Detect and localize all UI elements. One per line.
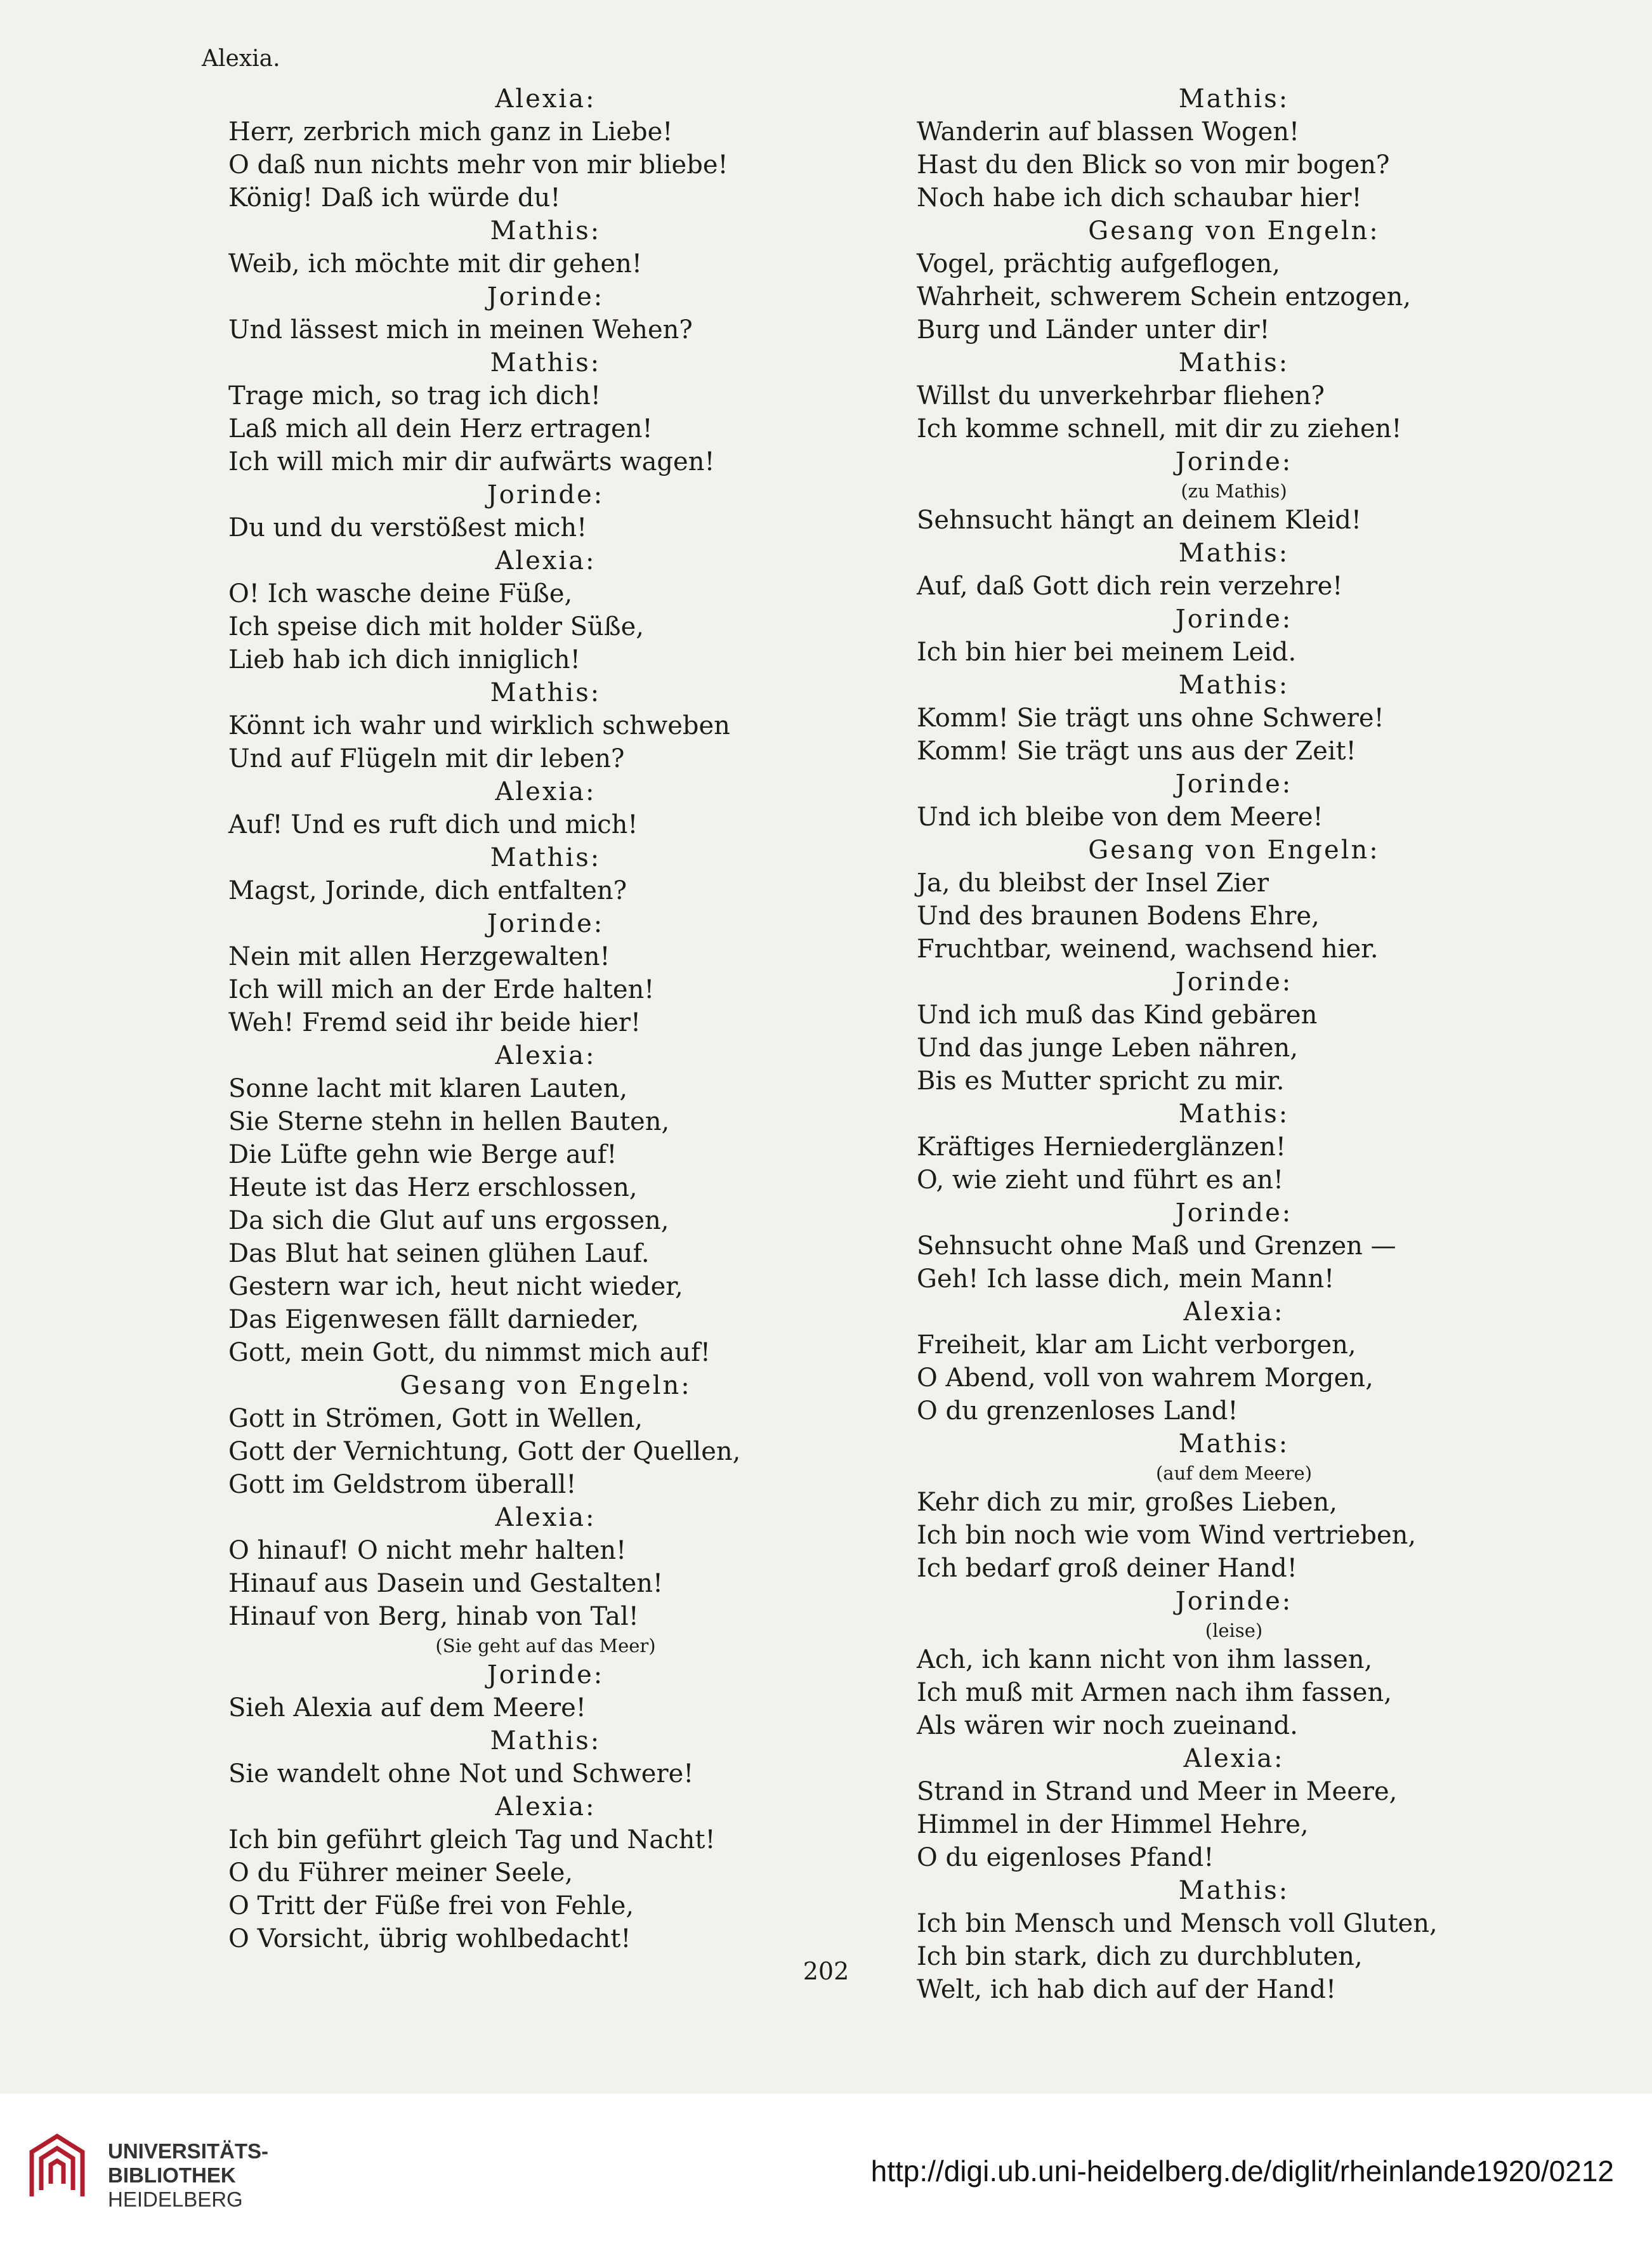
- verse-line: Hinauf aus Dasein und Gestalten!: [228, 1569, 664, 1598]
- verse-line: Du und du verstößest mich!: [228, 513, 587, 542]
- speaker-name: Gesang von Engeln:: [1088, 836, 1380, 865]
- speaker-name: Mathis:: [1178, 671, 1290, 700]
- source-url-link[interactable]: http://digi.ub.uni-heidelberg.de/diglit/rheinlande1920/0212: [870, 2155, 1614, 2188]
- verse-line: O Tritt der Füße frei von Fehle,: [228, 1891, 634, 1920]
- speaker-name: Mathis:: [490, 843, 601, 872]
- verse-line: O du eigenloses Pfand!: [917, 1843, 1214, 1872]
- speaker-name: Mathis:: [1178, 1429, 1290, 1459]
- right-text-column: [917, 82, 1551, 2006]
- verse-line: Ach, ich kann nicht von ihm lassen,: [917, 1645, 1373, 1674]
- verse-line: Wahrheit, schwerem Schein entzogen,: [917, 282, 1412, 312]
- verse-line: O du Führer meiner Seele,: [228, 1858, 574, 1887]
- verse-line: Da sich die Glut auf uns ergossen,: [228, 1206, 669, 1235]
- verse-line: Nein mit allen Herzgewalten!: [228, 942, 610, 971]
- verse-line: Himmel in der Himmel Hehre,: [917, 1810, 1309, 1839]
- verse-line: Und ich bleibe von dem Meere!: [917, 803, 1323, 832]
- verse-line: Sieh Alexia auf dem Meere!: [228, 1693, 586, 1722]
- left-text-column: [228, 82, 863, 1955]
- verse-line: König! Daß ich würde du!: [228, 183, 561, 213]
- stage-direction: (Sie geht auf das Meer): [435, 1635, 656, 1657]
- speaker-name: Mathis:: [490, 348, 601, 377]
- speaker-name: Alexia:: [495, 777, 596, 806]
- speaker-name: Alexia:: [495, 1041, 596, 1070]
- verse-line: Ich bin stark, dich zu durchbluten,: [917, 1942, 1363, 1971]
- verse-line: Ich bin noch wie vom Wind vertrieben,: [917, 1521, 1417, 1550]
- verse-line: Laß mich all dein Herz ertragen!: [228, 414, 653, 443]
- verse-line: Gott der Vernichtung, Gott der Quellen,: [228, 1437, 741, 1466]
- verse-line: Ich muß mit Armen nach ihm fassen,: [917, 1678, 1392, 1707]
- verse-line: Ich bin Mensch und Mensch voll Gluten,: [917, 1909, 1438, 1938]
- verse-line: Komm! Sie trägt uns aus der Zeit!: [917, 737, 1356, 766]
- verse-line: Sehnsucht ohne Maß und Grenzen —: [917, 1231, 1396, 1261]
- verse-line: Ich speise dich mit holder Süße,: [228, 612, 644, 641]
- verse-line: Kräftiges Herniederglänzen!: [917, 1132, 1286, 1162]
- speaker-name: Gesang von Engeln:: [1088, 216, 1380, 246]
- library-logo-icon[interactable]: [19, 2127, 95, 2209]
- verse-line: Bis es Mutter spricht zu mir.: [917, 1066, 1285, 1096]
- verse-line: Herr, zerbrich mich ganz in Liebe!: [228, 117, 673, 147]
- speaker-name: Jorinde:: [487, 909, 605, 938]
- verse-line: Willst du unverkehrbar fliehen?: [917, 381, 1325, 410]
- verse-line: Wanderin auf blassen Wogen!: [917, 117, 1300, 147]
- speaker-name: Jorinde:: [487, 480, 605, 509]
- stage-direction: (leise): [1205, 1620, 1263, 1641]
- verse-line: O Vorsicht, übrig wohlbedacht!: [228, 1924, 631, 1953]
- verse-line: Die Lüfte gehn wie Berge auf!: [228, 1140, 617, 1169]
- verse-line: Gott, mein Gott, du nimmst mich auf!: [228, 1338, 711, 1367]
- verse-line: Ich komme schnell, mit dir zu ziehen!: [917, 414, 1402, 443]
- library-logo-text[interactable]: [108, 2139, 268, 2212]
- speaker-name: Mathis:: [490, 216, 601, 246]
- verse-line: Und lässest mich in meinen Wehen?: [228, 315, 693, 344]
- verse-line: Und das junge Leben nähren,: [917, 1033, 1299, 1063]
- verse-line: Gott im Geldstrom überall!: [228, 1470, 577, 1499]
- verse-line: Sonne lacht mit klaren Lauten,: [228, 1074, 628, 1103]
- verse-line: Könnt ich wahr und wirklich schweben: [228, 711, 730, 740]
- verse-line: Strand in Strand und Meer in Meere,: [917, 1777, 1398, 1806]
- verse-line: Heute ist das Herz erschlossen,: [228, 1173, 638, 1202]
- speaker-name: Jorinde:: [1175, 968, 1293, 997]
- speaker-name: Jorinde:: [1175, 447, 1293, 476]
- verse-line: Sehnsucht hängt an deinem Kleid!: [917, 506, 1361, 535]
- verse-line: Und ich muß das Kind gebären: [917, 1001, 1318, 1030]
- verse-line: Freiheit, klar am Licht verborgen,: [917, 1330, 1356, 1360]
- verse-line: Magst, Jorinde, dich entfalten?: [228, 876, 627, 905]
- speaker-name: Mathis:: [1178, 1876, 1290, 1905]
- verse-line: Kehr dich zu mir, großes Lieben,: [917, 1488, 1338, 1517]
- verse-line: Das Eigenwesen fällt darnieder,: [228, 1305, 639, 1334]
- verse-line: O du grenzenloses Land!: [917, 1396, 1238, 1426]
- verse-line: Hast du den Blick so von mir bogen?: [917, 150, 1390, 180]
- speaker-name: Alexia:: [495, 1792, 596, 1821]
- verse-line: Ich bin geführt gleich Tag und Nacht!: [228, 1825, 716, 1854]
- verse-line: Weib, ich möchte mit dir gehen!: [228, 249, 642, 279]
- logo-line-2: BIBLIOTHEK: [108, 2163, 236, 2187]
- verse-line: Gott in Strömen, Gott in Wellen,: [228, 1404, 643, 1433]
- verse-line: Ich will mich an der Erde halten!: [228, 975, 655, 1004]
- verse-line: Gestern war ich, heut nicht wieder,: [228, 1272, 683, 1301]
- verse-line: Als wären wir noch zueinand.: [917, 1711, 1298, 1740]
- speaker-name: Mathis:: [1178, 348, 1290, 377]
- verse-line: Sie Sterne stehn in hellen Bauten,: [228, 1107, 670, 1136]
- running-header: Alexia.: [202, 46, 280, 72]
- speaker-name: Mathis:: [490, 678, 601, 707]
- speaker-name: Alexia:: [1183, 1297, 1285, 1327]
- verse-line: Trage mich, so trag ich dich!: [228, 381, 601, 410]
- verse-line: O daß nun nichts mehr von mir bliebe!: [228, 150, 728, 180]
- speaker-name: Mathis:: [1178, 539, 1290, 568]
- verse-line: Und des braunen Bodens Ehre,: [917, 902, 1320, 931]
- verse-line: Komm! Sie trägt uns ohne Schwere!: [917, 704, 1384, 733]
- speaker-name: Jorinde:: [487, 282, 605, 312]
- verse-line: Das Blut hat seinen glühen Lauf.: [228, 1239, 650, 1268]
- speaker-name: Jorinde:: [1175, 1198, 1293, 1228]
- verse-line: Burg und Länder unter dir!: [917, 315, 1270, 344]
- stage-direction: (auf dem Meere): [1155, 1462, 1313, 1484]
- verse-line: Geh! Ich lasse dich, mein Mann!: [917, 1264, 1335, 1294]
- logo-line-3: HEIDELBERG: [108, 2188, 243, 2211]
- page-number: 202: [803, 1957, 849, 1985]
- verse-line: Welt, ich hab dich auf der Hand!: [917, 1975, 1337, 2004]
- speaker-name: Mathis:: [490, 1726, 601, 1755]
- verse-line: Sie wandelt ohne Not und Schwere!: [228, 1759, 694, 1788]
- verse-line: Weh! Fremd seid ihr beide hier!: [228, 1008, 641, 1037]
- speaker-name: Gesang von Engeln:: [400, 1371, 692, 1400]
- speaker-name: Jorinde:: [1175, 605, 1293, 634]
- speaker-name: Jorinde:: [487, 1660, 605, 1690]
- verse-line: Fruchtbar, weinend, wachsend hier.: [917, 935, 1379, 964]
- verse-line: Lieb hab ich dich inniglich!: [228, 645, 580, 674]
- logo-line-1: UNIVERSITÄTS-: [108, 2139, 269, 2163]
- verse-line: Ich bin hier bei meinem Leid.: [917, 638, 1297, 667]
- verse-line: O, wie zieht und führt es an!: [917, 1165, 1284, 1195]
- speaker-name: Jorinde:: [1175, 770, 1293, 799]
- verse-line: O Abend, voll von wahrem Morgen,: [917, 1363, 1373, 1393]
- verse-line: Noch habe ich dich schaubar hier!: [917, 183, 1362, 213]
- verse-line: Ich will mich mir dir aufwärts wagen!: [228, 447, 715, 476]
- verse-line: Hinauf von Berg, hinab von Tal!: [228, 1602, 639, 1631]
- speaker-name: Jorinde:: [1175, 1587, 1293, 1616]
- verse-line: Und auf Flügeln mit dir leben?: [228, 744, 625, 773]
- speaker-name: Mathis:: [1178, 84, 1290, 114]
- speaker-name: Alexia:: [495, 84, 596, 114]
- verse-line: O! Ich wasche deine Füße,: [228, 579, 573, 608]
- verse-line: Auf, daß Gott dich rein verzehre!: [917, 572, 1343, 601]
- stage-direction: (zu Mathis): [1181, 480, 1287, 502]
- verse-line: Vogel, prächtig aufgeflogen,: [917, 249, 1280, 279]
- verse-line: Ja, du bleibst der Insel Zier: [917, 869, 1269, 898]
- speaker-name: Mathis:: [1178, 1099, 1290, 1129]
- verse-line: Auf! Und es ruft dich und mich!: [228, 810, 638, 839]
- speaker-name: Alexia:: [495, 1503, 596, 1532]
- verse-line: Ich bedarf groß deiner Hand!: [917, 1554, 1297, 1583]
- speaker-name: Alexia:: [1183, 1744, 1285, 1773]
- verse-line: O hinauf! O nicht mehr halten!: [228, 1536, 627, 1565]
- speaker-name: Alexia:: [495, 546, 596, 575]
